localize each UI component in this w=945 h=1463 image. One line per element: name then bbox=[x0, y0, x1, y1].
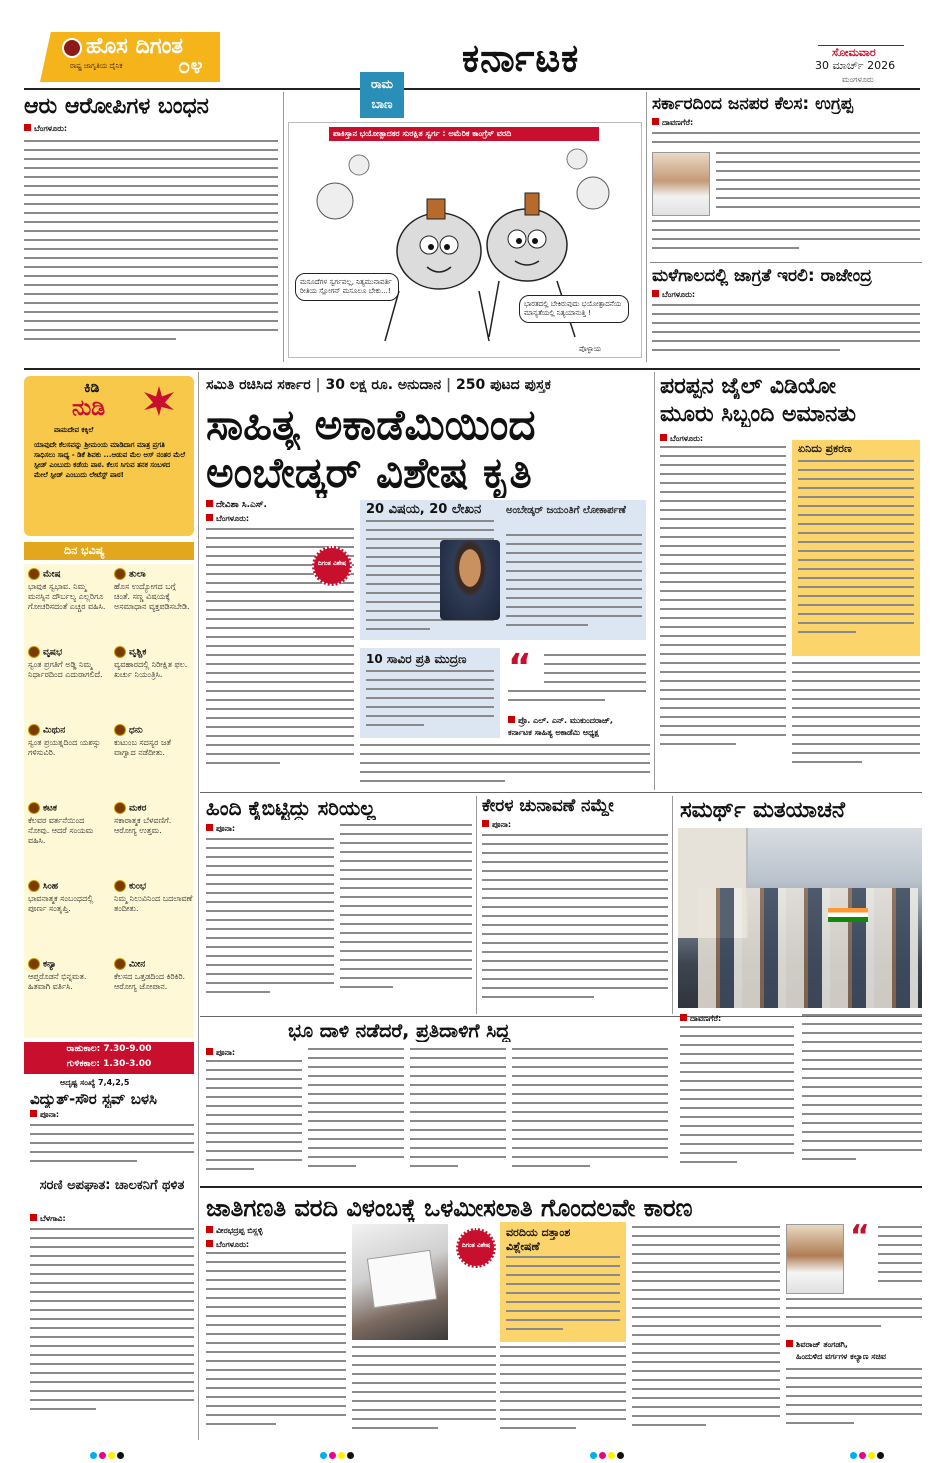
caste-box-title-2: ವಿಶ್ಲೇಷಣೆ bbox=[506, 1240, 540, 1253]
horoscope-sign-text: ಭಾವುಕ ಸ್ವಭಾವ. ನಿಮ್ಮ ಮನಸ್ಸಿನ ದೌರ್ಬಲ್ಯ ಎಲ್ಲರಿಗೂ ಗೋಚರಿಸದಂತೆ ಎಚ್ಚರ ವಹಿಸಿ. bbox=[28, 582, 106, 611]
registration-marks bbox=[320, 1444, 356, 1463]
jail-text-col2 bbox=[792, 662, 920, 784]
hindi-dateline: ಪೂನಾ: bbox=[216, 824, 236, 833]
horoscope-sign-text: ವ್ಯವಹಾರದಲ್ಲಿ ನಿರೀಕ್ಷಿತ ಫಲ. ಖರ್ಚು ನಿಯಂತ್ರಿಸಿ. bbox=[114, 660, 188, 679]
horoscope-sign-text: ಕುಟುಂಬ ಸದಸ್ಯರ ಜತೆ ವಾಗ್ವಾದ ನಡೆದೀತು. bbox=[114, 738, 171, 757]
masthead-rule-bottom bbox=[24, 88, 920, 90]
lead-box3-text bbox=[366, 670, 494, 734]
horoscope-sign bbox=[28, 568, 108, 642]
story-accident-dateline-wrap bbox=[30, 1214, 66, 1224]
column-divider bbox=[646, 92, 647, 362]
horoscope-sign-name: ಕುಂಭ bbox=[129, 881, 147, 892]
story-accident-text bbox=[30, 1228, 194, 1436]
story-arrest-headline: ಆರು ಆರೋಪಿಗಳ ಬಂಧನ bbox=[24, 94, 209, 119]
lead-kicker-1: ಸಮಿತಿ ರಚಿಸಿದ ಸರ್ಕಾರ bbox=[206, 377, 311, 393]
zodiac-icon bbox=[28, 880, 40, 892]
story-power-headline: ವಿದ್ಯುತ್-ಸೌರ ಸ್ಟವ್ ಬಳಸಿ bbox=[30, 1090, 157, 1108]
zodiac-icon bbox=[28, 724, 40, 736]
horoscope-sign bbox=[114, 802, 194, 876]
story-accident-dateline: ಬೆಳಗಾವಿ: bbox=[40, 1214, 66, 1223]
lead-box2-text bbox=[506, 534, 642, 636]
land-headline: ಭೂ ದಾಳಿ ನಡೆದರೆ, ಪ್ರತಿದಾಳಿಗೆ ಸಿದ್ಧ bbox=[288, 1020, 510, 1042]
ramabana-tag bbox=[360, 72, 404, 118]
samarth-dateline-wrap bbox=[680, 1014, 721, 1024]
tangadagi-photo bbox=[786, 1224, 844, 1294]
horoscope-sign bbox=[114, 958, 194, 1032]
story-rain-headline: ಮಳೆಗಾಲದಲ್ಲಿ ಜಾಗ್ರತೆ ಇರಲಿ: ರಾಜೇಂದ್ರ bbox=[652, 266, 872, 286]
caste-byline-text: ವೀರಭದ್ರಪ್ಪ ಬಿಸ್ಲಳ್ಳಿ bbox=[216, 1226, 263, 1235]
horoscope-sign-text: ಆಪ್ತರೊಡನೆ ಭಿನ್ನಮತ. ಹಿತವಾಗಿ ವರ್ತಿಸಿ. bbox=[28, 972, 87, 991]
rahukala-box bbox=[24, 1042, 194, 1074]
horoscope-sign-name: ಕನ್ಯಾ bbox=[43, 959, 57, 970]
caste-quote-role: ಹಿಂದುಳಿದ ವರ್ಗಗಳ ಕಲ್ಯಾಣ ಸಚಿವ bbox=[796, 1352, 887, 1361]
masthead-city: ಮಂಗಳೂರು bbox=[842, 75, 874, 84]
ramabana-tag-line1: ರಾಮ bbox=[371, 77, 393, 91]
lead-box2-title: ಅಂಬೇಡ್ಕರ್ ಜಯಂತಿಗೆ ಲೋಕಾರ್ಪಣೆ bbox=[506, 505, 626, 516]
caste-box-text bbox=[506, 1256, 620, 1338]
rahukala: ರಾಹುಕಾಲ: 7.30-9.00 bbox=[66, 1044, 152, 1054]
kerala-dateline-wrap bbox=[482, 820, 511, 830]
samarth-text-col1 bbox=[680, 1026, 794, 1180]
zodiac-icon bbox=[114, 646, 126, 658]
rule bbox=[650, 262, 922, 263]
lucky-number: ಅದೃಷ್ಟ ಸಂಖ್ಯೆ 7,4,2,5 bbox=[60, 1078, 130, 1087]
caste-headline: ಜಾತಿಗಣತಿ ವರದಿ ವಿಳಂಬಕ್ಕೆ ಒಳಮೀಸಲಾತಿ ಗೊಂದಲವೇ ಕಾರಣ bbox=[206, 1194, 693, 1222]
land-text-col2 bbox=[308, 1048, 404, 1180]
horoscope-sign bbox=[28, 646, 108, 720]
horoscope-sign bbox=[28, 724, 108, 798]
page-number: ೦೪ bbox=[178, 54, 203, 79]
ambedkar-photo bbox=[440, 540, 500, 620]
story-arrest-body bbox=[24, 124, 278, 134]
samarth-dateline: ದಾವಣಗೆರೆ: bbox=[690, 1014, 722, 1023]
caste-digant-badge bbox=[456, 1228, 496, 1268]
horoscope-sign-text: ಭಾವನಾತ್ಮಕ ಸಂಬಂಧದಲ್ಲಿ ಪೂರ್ಣ ಸಂತೃಪ್ತಿ. bbox=[28, 894, 94, 913]
masthead-day: ಸೋಮವಾರ bbox=[832, 46, 876, 59]
cartoon-bubble-left: ಮಸೂದೆಗಳ ಸ್ವರ್ಗವಲ್ಲ, ನಿತ್ಯಮುನಾವರ್ತಿ ರೀತಿಯ ಸ್ಲೋಗನ್ ಮಸೂಲೂ ಬೇಕು...! bbox=[295, 273, 399, 301]
horoscope-sign-name: ಧನು bbox=[129, 725, 143, 736]
zodiac-icon bbox=[114, 880, 126, 892]
horoscope-sign-name: ಮೇಷ bbox=[43, 569, 61, 580]
bomb-character-left bbox=[397, 199, 481, 289]
caste-text-col5 bbox=[786, 1368, 922, 1438]
section-rule bbox=[24, 368, 920, 370]
logo-text: ಹೊಸ ದಿಗಂತ bbox=[86, 34, 184, 59]
masthead bbox=[0, 0, 945, 88]
caste-byline bbox=[206, 1226, 263, 1236]
kidinudi-box bbox=[24, 376, 194, 536]
jail-dateline: ಬೆಂಗಳೂರು: bbox=[670, 434, 704, 443]
horoscope-sign bbox=[114, 724, 194, 798]
registration-marks bbox=[850, 1444, 886, 1463]
kidinudi-author: ವಾಮದೇವ ಕಕ್ಕಿಲೆ bbox=[54, 426, 94, 434]
cartoon-frame bbox=[288, 122, 642, 358]
horoscope-sign bbox=[114, 568, 194, 642]
horoscope-sign-name: ತುಲಾ bbox=[129, 569, 146, 580]
horoscope-sign-name: ವೃಷಭ bbox=[43, 647, 63, 658]
digant-vishesha-badge-text: ದಿಗಂತ ವಿಶೇಷ bbox=[317, 560, 347, 567]
lead-byline-text: ದೇವಿಶಾ ಸಿ.ಎಸ್. bbox=[216, 500, 267, 510]
story-power-dateline-wrap bbox=[30, 1110, 59, 1120]
horoscope-sign-text: ಕೆಲಸದ ಒತ್ತಡದಿಂದ ಕಿರಿಕಿರಿ. ಆರೋಗ್ಯ ಜೋಪಾನ. bbox=[114, 972, 186, 991]
column-divider bbox=[654, 372, 655, 790]
caste-dateline: ಬೆಂಗಳೂರು: bbox=[216, 1240, 250, 1249]
lead-quote-author-text: ಪ್ರೊ. ಎಲ್. ಎನ್. ಮುಕುಂದರಾಜ್, bbox=[518, 716, 613, 725]
cartoon-caption: ಪಾಕಿಸ್ತಾನ ಭಯೋತ್ಪಾದಕರ ಸುರಕ್ಷಿತ ಸ್ವರ್ಗ : ಅಮೆರಿಕ ಕಾಂಗ್ರೆಸ್ ವರದಿ bbox=[329, 127, 599, 141]
caste-text-col4 bbox=[632, 1226, 780, 1438]
section-rule bbox=[200, 1186, 922, 1188]
caste-quote-text bbox=[878, 1226, 922, 1292]
caste-box-title-1: ವರದಿಯ ದತ್ತಾಂಶ bbox=[506, 1226, 571, 1239]
hindi-text-col1 bbox=[206, 838, 334, 1012]
column-divider bbox=[476, 796, 477, 1014]
story-govt-text-top bbox=[652, 132, 920, 152]
campaign-flag bbox=[828, 908, 868, 922]
kerala-headline: ಕೇರಳ ಚುನಾವಣೆ ನಮ್ದೇ bbox=[482, 796, 614, 816]
lead-quote-text bbox=[544, 654, 646, 690]
zodiac-icon bbox=[114, 724, 126, 736]
story-govt-headline: ಸರ್ಕಾರದಿಂದ ಜನಪರ ಕೆಲಸ: ಉಗ್ರಪ್ಪ bbox=[652, 94, 853, 114]
jail-box-text bbox=[798, 460, 914, 652]
horoscope-sign bbox=[28, 958, 108, 1032]
jail-text-col1 bbox=[660, 446, 786, 784]
hindi-text-col2 bbox=[340, 824, 472, 1012]
zodiac-icon bbox=[114, 802, 126, 814]
rule bbox=[200, 792, 922, 793]
column-divider bbox=[672, 796, 673, 1014]
zodiac-icon bbox=[28, 646, 40, 658]
story-rain-dateline: ಬೆಂಗಳೂರು: bbox=[662, 290, 696, 299]
caste-quote-author-text: ಶಿವರಾಜ್ ತಂಗಡಗಿ, bbox=[796, 1340, 848, 1349]
story-govt-text-bottom bbox=[652, 220, 920, 256]
jail-headline-1: ಪರಪ್ಪನ ಜೈಲ್ ವಿಡಿಯೋ bbox=[660, 374, 836, 399]
spark-icon bbox=[144, 386, 174, 416]
kerala-text bbox=[482, 834, 668, 1012]
kidinudi-text: ಯಾವುದೇ ಕೆಲಸವನ್ನು ಶ್ರೀಮಂಯ ಮಾಡಿದಾಗ ಮಾತ್ರ ಪ್ರಗತಿ ಸಾಧಿಸಲು ಸಾಧ್ಯ - ಡಿಕೆ ಶಿವಕು ...ಆಡುವ ಮೆಲ ಆಸ್ ನಂತರ ಮೆಲೆ ಸ್ಪೀಡ್ ಎಂಬುದು ಕಡೆಯ ಪಾಠ. ಕೆಲಸ ಸಿಗುವ ತನಕ ಸಂಬಳದ ಮೇಲೆ ಸ್ಪೀಡ್ ಎಂಬುದು ಲೇಟೆಸ್ಟ್ ಪಾಠ! bbox=[34, 441, 186, 479]
land-text-col3 bbox=[410, 1048, 506, 1180]
caste-quote-author bbox=[786, 1340, 848, 1350]
story-govt-dateline: ದಾವಣಗೆರೆ: bbox=[662, 118, 694, 127]
zodiac-icon bbox=[114, 568, 126, 580]
zodiac-icon bbox=[114, 958, 126, 970]
horoscope-sign-name: ಮಿಥುನ bbox=[43, 725, 66, 736]
lead-dateline: ಬೆಂಗಳೂರು: bbox=[216, 514, 250, 523]
jail-box-title: ಏನಿದು ಪ್ರಕರಣ bbox=[798, 442, 852, 455]
lead-kicker-2: 30 ಲಕ್ಷ ರೂ. ಅನುದಾನ bbox=[325, 377, 442, 393]
land-text-col1 bbox=[206, 1060, 302, 1180]
horoscope-title: ದಿನ ಭವಿಷ್ಯ bbox=[64, 544, 105, 557]
caste-quote-text-2 bbox=[786, 1298, 922, 1336]
kidinudi-title-bottom: ನುಡಿ bbox=[72, 396, 106, 421]
story-power-dateline: ಪೂನಾ: bbox=[40, 1110, 60, 1119]
campaign-photo bbox=[678, 828, 922, 1008]
story-govt-text bbox=[716, 152, 920, 216]
hindi-headline: ಹಿಂದಿ ಕೈಬಿಟ್ಟಿದ್ದು ಸರಿಯಲ್ಲ bbox=[206, 796, 376, 820]
story-accident-headline: ಸರಣಿ ಅಪಘಾತ: ಚಾಲಕನಿಗೆ ಥಳಿತ bbox=[39, 1178, 185, 1193]
ramabana-tag-line2: ಬಾಣ bbox=[371, 97, 393, 111]
cartoon-bubble-right: ಭಾರತದಲ್ಲಿ ಬೇಕಿರುವುದು ಭಯೋತ್ಪಾದನೆಯ ಮಾನ್ಯತೆಯಲ್ಲಿ ನಿತ್ಯಯಾನುತ್ತಿ ! bbox=[519, 295, 629, 323]
lead-byline bbox=[206, 500, 267, 510]
lead-headline-2: ಅಂಬೇಡ್ಕರ್ ವಿಶೇಷ ಕೃತಿ bbox=[206, 448, 532, 497]
jail-dateline-wrap bbox=[660, 434, 703, 444]
caste-dateline-wrap bbox=[206, 1240, 249, 1250]
cartoon-artist: ಪೊಳ್ಳಾಯ bbox=[579, 345, 602, 353]
lead-text-col2 bbox=[360, 744, 650, 784]
story-rain-text bbox=[652, 304, 920, 362]
digant-vishesha-badge bbox=[312, 546, 352, 586]
kerala-dateline: ಪೂನಾ: bbox=[492, 820, 512, 829]
land-text-col4 bbox=[512, 1048, 668, 1180]
column-divider bbox=[283, 92, 284, 362]
registration-marks bbox=[590, 1444, 626, 1463]
horoscope-sign-text: ಕೆಲವರ ವರ್ತನೆಯಿಂದ ನೋವು. ಆದರೆ ಸಂಯಮ ವಹಿಸಿ. bbox=[28, 816, 94, 845]
horoscope-sign bbox=[114, 880, 194, 954]
zodiac-icon bbox=[28, 958, 40, 970]
story-rain-dateline-wrap bbox=[652, 290, 695, 300]
lead-headline-1: ಸಾಹಿತ್ಯ ಅಕಾಡೆಮಿಯಿಂದ bbox=[206, 400, 536, 449]
logo-emblem-icon bbox=[62, 38, 82, 58]
registration-marks bbox=[90, 1444, 126, 1463]
caste-text-col2 bbox=[352, 1346, 496, 1438]
samarth-text-col2 bbox=[802, 1014, 922, 1180]
lead-quote-role: ಕರ್ನಾಟಕ ಸಾಹಿತ್ಯ ಅಕಾಡೆಮಿ ಅಧ್ಯಕ್ಷ bbox=[508, 728, 599, 737]
horoscope-sign bbox=[28, 880, 108, 954]
horoscope-header bbox=[24, 542, 194, 560]
lead-kicker: ಸಮಿತಿ ರಚಿಸಿದ ಸರ್ಕಾರ | 30 ಲಕ್ಷ ರೂ. ಅನುದಾನ | 250 ಪುಟದ ಪುಸ್ತಕ bbox=[206, 377, 551, 393]
horoscope-sign-name: ಕಟಕ bbox=[43, 803, 57, 814]
samarth-headline: ಸಮರ್ಥ್ ಮತಯಾಚನೆ bbox=[680, 798, 846, 823]
jail-headline-2: ಮೂರು ಸಿಬ್ಬಂದಿ ಅಮಾನತು bbox=[660, 402, 857, 427]
land-dateline-wrap bbox=[206, 1048, 235, 1058]
horoscope-sign-text: ಸ್ವಂತ ಪ್ರಗತಿಗೆ ಅಡ್ಡಿ ನಿಮ್ಮ ನಿರ್ಧಾರದಿಂದ ಎದುರಾಗಲಿದೆ. bbox=[28, 660, 103, 679]
horoscope-sign-text: ನಿಮ್ಮ ನಿಲುವಿನಿಂದ ಬದಲಾವಣೆ ತಂದೀತು. bbox=[114, 894, 193, 913]
caste-text-col3 bbox=[500, 1346, 626, 1438]
horoscope-sign-name: ವೃಶ್ಚಿಕ bbox=[129, 647, 147, 658]
story-govt-dateline-wrap bbox=[652, 118, 693, 128]
gulikakala: ಗುಳಿಕಕಾಲ: 1.30-3.00 bbox=[66, 1059, 152, 1069]
lead-quote-author bbox=[508, 716, 613, 726]
census-form bbox=[367, 1250, 437, 1308]
lead-dateline-wrap bbox=[206, 514, 249, 524]
horoscope-sign bbox=[28, 802, 108, 876]
quote-mark-icon: “ bbox=[508, 647, 532, 688]
kidinudi-title-top: ಕಿಡಿ bbox=[84, 380, 100, 396]
horoscope-sign-text: ಸ್ವಂತ ಪ್ರಯತ್ನದಿಂದ ಯಶಸ್ಸು ಗಳಿಸುವಿರಿ. bbox=[28, 738, 101, 757]
lead-box3-title: 10 ಸಾವಿರ ಪ್ರತಿ ಮುದ್ರಣ bbox=[366, 652, 467, 666]
horoscope-sign-text: ಸಕಾರಾತ್ಮಕ ಬೆಳವಣಿಗೆ. ಆರೋಗ್ಯ ಉತ್ತಮ. bbox=[114, 816, 172, 835]
campaign-crowd bbox=[698, 888, 918, 1008]
horoscope-sign-text: ಹೊಸ ಉದ್ಯೋಗದ ಬಗ್ಗೆ ಚಿಂತೆ. ಸಣ್ಣ ವಿಷಯಕ್ಕೆ ಅಸಮಾಧಾನ ವ್ಯಕ್ತಪಡಿಸಬೇಡಿ. bbox=[114, 582, 190, 611]
section-title: ಕರ್ನಾಟಕ bbox=[462, 36, 580, 80]
story-arrest-dateline: ಬೆಂಗಳೂರು: bbox=[34, 124, 68, 133]
story-arrest-text bbox=[24, 140, 278, 362]
horoscope-sign-name: ಸಿಂಹ bbox=[43, 881, 59, 892]
logo-tagline: ರಾಷ್ಟ್ರ ಜಾಗೃತಿಯ ದೈನಿಕ bbox=[70, 62, 123, 70]
horoscope-sign-name: ಮಕರ bbox=[129, 803, 147, 814]
bomb-character-right bbox=[487, 193, 567, 281]
horoscope-sign-name: ಮೀನ bbox=[129, 959, 146, 970]
land-dateline: ಪೂನಾ: bbox=[216, 1048, 236, 1057]
census-photo bbox=[352, 1224, 448, 1340]
masthead-date: 30 ಮಾರ್ಚ್ 2026 bbox=[815, 59, 896, 72]
lead-kicker-3: 250 ಪುಟದ ಪುಸ್ತಕ bbox=[456, 377, 551, 393]
hindi-dateline-wrap bbox=[206, 824, 235, 834]
column-divider bbox=[198, 372, 199, 1440]
zodiac-icon bbox=[28, 568, 40, 580]
caste-digant-badge-text: ದಿಗಂತ ವಿಶೇಷ bbox=[461, 1242, 491, 1249]
lead-box-title: 20 ವಿಷಯ, 20 ಲೇಖನ bbox=[366, 502, 482, 517]
zodiac-icon bbox=[28, 802, 40, 814]
ugrappa-photo bbox=[652, 152, 710, 216]
caste-quote-mark-icon: “ bbox=[850, 1219, 870, 1254]
story-power-text bbox=[30, 1124, 194, 1172]
lead-quote-text-2 bbox=[508, 690, 646, 710]
horoscope-sign bbox=[114, 646, 194, 720]
caste-text-col1 bbox=[206, 1252, 346, 1438]
